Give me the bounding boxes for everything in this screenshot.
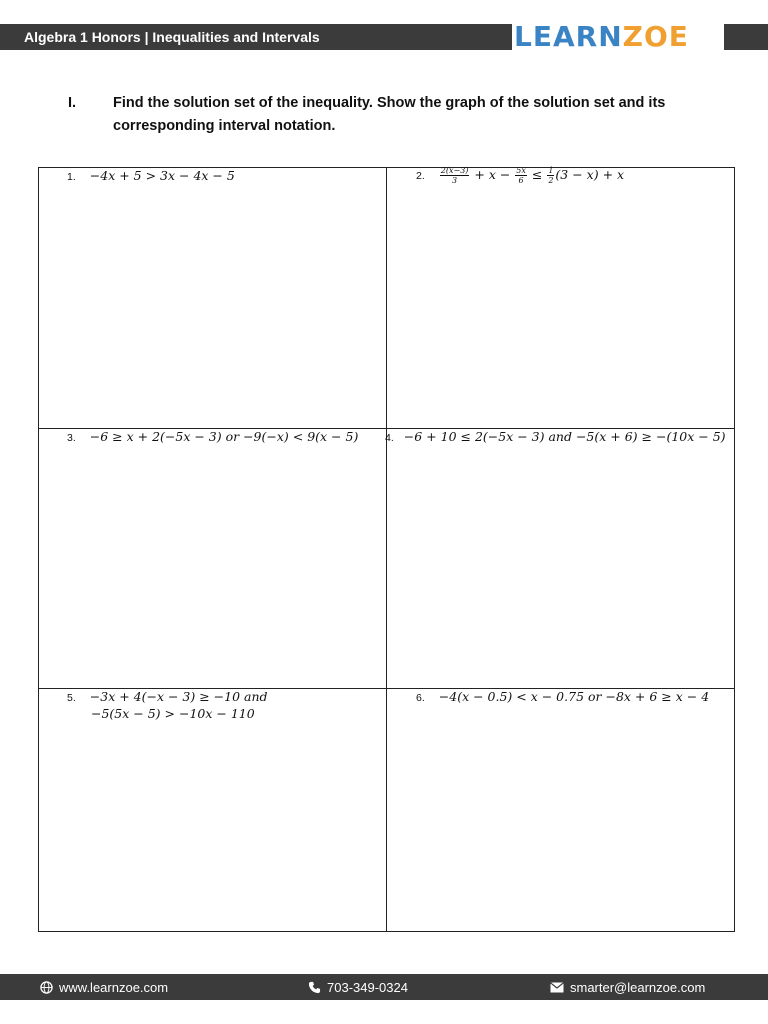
instruction-number: I. bbox=[68, 95, 77, 111]
envelope-icon bbox=[550, 982, 564, 993]
instruction bbox=[68, 92, 708, 138]
problem-2 bbox=[416, 166, 624, 185]
globe-icon bbox=[40, 981, 53, 994]
problem-number: 1. bbox=[67, 171, 76, 183]
fraction: $\frac{5x}{6}$ bbox=[516, 166, 526, 185]
problem-grid bbox=[38, 167, 735, 932]
problem-expression: −4(x − 0.5) < x − 0.75 or −8x + 6 ≥ x − 4 bbox=[438, 689, 710, 704]
problem-expression: −6 + 10 ≤ 2(−5x − 3) and −5(x + 6) ≥ −(10x − 5) bbox=[403, 429, 726, 444]
problem-number: 4. bbox=[385, 432, 394, 444]
header-stripe bbox=[724, 24, 768, 50]
footer-phone[interactable] bbox=[308, 974, 408, 1000]
email-link[interactable]: smarter@learnzoe.com bbox=[570, 979, 706, 995]
problem-expression-line-2: −5(5x − 5) > −10x − 110 bbox=[91, 706, 255, 721]
logo-zoe: ZOE bbox=[622, 20, 689, 53]
problem-number: 6. bbox=[416, 692, 425, 704]
problem-expression: −4x + 5 > 3x − 4x − 5 bbox=[89, 168, 235, 183]
learnzoe-logo bbox=[514, 20, 740, 53]
grid-divider-vertical bbox=[386, 168, 387, 931]
problem-6 bbox=[416, 689, 709, 706]
fraction: $\frac{2(x-3)}{3}$ bbox=[440, 166, 469, 185]
problem-number: 5. bbox=[67, 692, 76, 704]
phone-icon bbox=[308, 981, 321, 994]
website-link[interactable]: www.learnzoe.com bbox=[59, 979, 169, 995]
logo-learn: LEARN bbox=[514, 20, 623, 53]
footer-bar bbox=[0, 974, 768, 1000]
problem-expression: −3x + 4(−x − 3) ≥ −10 and bbox=[89, 689, 268, 704]
problem-number: 3. bbox=[67, 432, 76, 444]
phone-number[interactable]: 703-349-0324 bbox=[327, 979, 408, 995]
footer-email[interactable] bbox=[550, 974, 705, 1000]
problem-1 bbox=[67, 168, 235, 185]
instruction-text: Find the solution set of the inequality. Show the graph of the solution set and its corresponding interval notation. bbox=[113, 95, 666, 134]
problem-4 bbox=[385, 429, 726, 446]
fraction: $\frac{1}{2}$ bbox=[548, 166, 554, 185]
page-title: Algebra 1 Honors | Inequalities and Intervals bbox=[24, 29, 320, 45]
header-bar bbox=[0, 24, 512, 50]
problem-expression: −6 ≥ x + 2(−5x − 3) or −9(−x) < 9(x − 5) bbox=[89, 429, 359, 444]
problem-3 bbox=[67, 429, 358, 446]
problem-5 bbox=[67, 689, 268, 722]
problem-number: 2. bbox=[416, 170, 425, 182]
problem-expression: $\frac{2(x-3)}{3}$ + x − $\frac{5x}{6}$ ≤ $\frac{1}{2}$ (3 − x) + x bbox=[440, 166, 625, 185]
footer-website[interactable] bbox=[40, 974, 168, 1000]
